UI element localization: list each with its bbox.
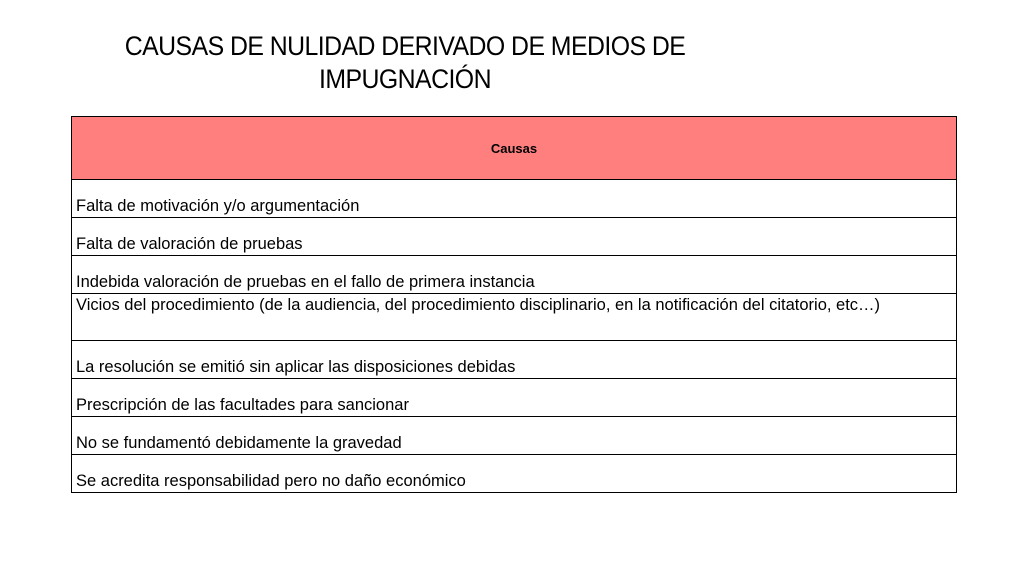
table-row	[72, 455, 957, 493]
table-cell: Se acredita responsabilidad pero no daño económico	[72, 455, 957, 493]
table-row	[72, 294, 957, 341]
table-cell: Indebida valoración de pruebas en el fallo de primera instancia	[72, 256, 957, 294]
slide-title	[124, 30, 685, 96]
table-row	[72, 417, 957, 455]
table-cell: La resolución se emitió sin aplicar las disposiciones debidas	[72, 341, 957, 379]
table-cell: Vicios del procedimiento (de la audiencia, del procedimiento disciplinario, en la notificación del citatorio, etc…)	[72, 294, 957, 341]
table-cell: No se fundamentó debidamente la gravedad	[72, 417, 957, 455]
table-header-causas: Causas	[72, 117, 957, 180]
table-cell: Falta de motivación y/o argumentación	[72, 180, 957, 218]
table-cell: Falta de valoración de pruebas	[72, 218, 957, 256]
table-row	[72, 256, 957, 294]
table-row	[72, 341, 957, 379]
causes-table	[71, 116, 957, 493]
table-row	[72, 218, 957, 256]
table-row	[72, 180, 957, 218]
table-cell: Prescripción de las facultades para sancionar	[72, 379, 957, 417]
slide-title-line-2: IMPUGNACIÓN	[319, 64, 491, 94]
table-row	[72, 379, 957, 417]
slide-title-line-1: CAUSAS DE NULIDAD DERIVADO DE MEDIOS DE	[124, 31, 686, 61]
table-header-row	[72, 117, 957, 180]
